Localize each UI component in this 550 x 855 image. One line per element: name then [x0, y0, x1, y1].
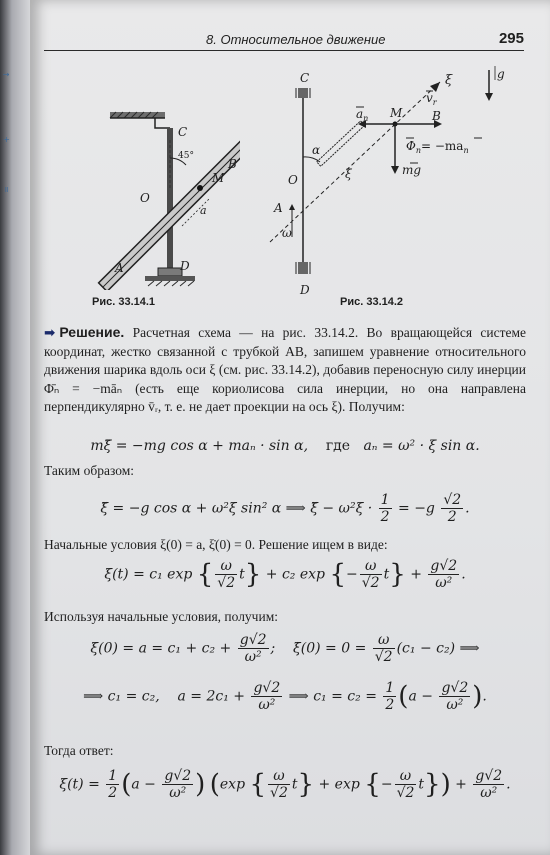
fig1-label-D: D — [180, 259, 190, 273]
fig2-label-g: g — [497, 67, 505, 81]
page-number: 295 — [498, 30, 524, 47]
answer-intro-text: Тогда ответ: — [44, 743, 114, 758]
figure-33-14-1 — [60, 110, 240, 290]
equation-answer: ξ(t) = $\frac{1}{2}$ (a − $\frac{g√2}{\text{ω²}}$ ) (exp { $\frac{\omega}{√2}$ t} + exp {− $\frac{\omega}{√2}$ t}) + $\frac{g√2}{\text{ω²}}$ . — [59, 768, 511, 801]
fig2-label-O: O — [288, 173, 298, 187]
fig2-label-mg: mg — [402, 163, 422, 177]
fig2-label-C: C — [300, 71, 310, 85]
fig2-label-xi-top: ξ — [445, 73, 453, 88]
figure-33-14-2-caption: Рис. 33.14.2 — [340, 296, 404, 308]
fig1-label-a: a — [200, 204, 207, 217]
thus-label: Таким образом: — [44, 463, 135, 478]
fig1-label-C: C — [178, 125, 188, 139]
fig2-label-an: $a_n$ — [356, 107, 369, 123]
fig1-label-M: M — [212, 171, 225, 185]
book-page — [30, 0, 550, 855]
fig1-label-angle: 45° — [178, 151, 194, 161]
fig2-label-phi: $\Phi_n= -ma_n$ — [406, 139, 469, 155]
fig2-label-A: A — [274, 201, 283, 215]
fig2-label-alpha: α — [312, 143, 321, 157]
solution-paragraph — [44, 323, 526, 417]
figure-33-14-2 — [240, 62, 510, 302]
fig1-label-A: A — [115, 261, 124, 275]
section-title: 8. Относительное движение — [206, 32, 386, 47]
equation-motion: mξ̈ = −mg cos α + maₙ · sin α, где aₙ = ω² · ξ sin α. — [90, 438, 480, 454]
fig2-label-D: D — [300, 283, 310, 297]
solution-text: Расчетная схема — на рис. 33.14.2. Во вращающейся системе координат, жестко связанной с трубкой AB, запишем уравнение относительного движения шарика вдоль оси ξ (см. рис. 33.14.2), добавив переносную силу инерции Φ̄ₙ = −māₙ (есть еще кориолисова сила инерции, но она направлена перпендикулярно v̄ᵣ, т. е. не дает проекции на ось ξ). Получим: — [44, 325, 527, 414]
fig2-label-B: B — [432, 109, 441, 123]
equation-constants: ⟹ c₁ = c₂, a = 2c₁ + $\frac{g√2}{\text{ω²}}$ ⟹ c₁ = c₂ = $\frac{1}{2}$ (a − $\frac{g√2}{\text{ω²}}$ ). — [83, 680, 487, 713]
fig1-label-O: O — [140, 191, 150, 205]
fig2-label-vr: $v_r$ — [426, 91, 437, 107]
using-conditions-text: Используя начальные условия, получим: — [44, 609, 278, 624]
fig1-label-B: B — [228, 157, 237, 171]
initial-conditions-text: Начальные условия ξ(0) = a, ξ̇(0) = 0. Решение ищем в виде: — [44, 537, 388, 552]
solution-heading: Решение. — [59, 324, 125, 340]
figure-33-14-1-caption: Рис. 33.14.1 — [92, 296, 156, 308]
equation-initial-values: ξ(0) = a = c₁ + c₂ + $\frac{g√2}{\text{ω²}}$ ; ξ̇(0) = 0 = $\frac{\omega}{√2}$ (c₁ − c₂) ⟹ — [90, 632, 480, 665]
solution-arrow-icon: ➡ — [44, 325, 56, 341]
fig2-label-omega: ω — [282, 226, 292, 240]
spine-margin-marks: ↓ + = — [1, 71, 11, 193]
equation-xi-ddot: ξ̈ = −g cos α + ω²ξ sin² α ⟹ ξ̈ − ω²ξ · $\frac{1}{2}$ = −g $\frac{√2}{2}$ . — [100, 492, 470, 525]
equation-general-solution: ξ(t) = c₁ exp { $\frac{\omega}{√2}$ t} + c₂ exp {− $\frac{\omega}{√2}$ t} + $\frac{g√2}{\text{ω²}}$ . — [104, 558, 466, 591]
fig2-label-xi-bottom: ξ — [345, 167, 352, 181]
fig2-label-M: M — [390, 106, 403, 120]
running-header — [44, 30, 524, 51]
